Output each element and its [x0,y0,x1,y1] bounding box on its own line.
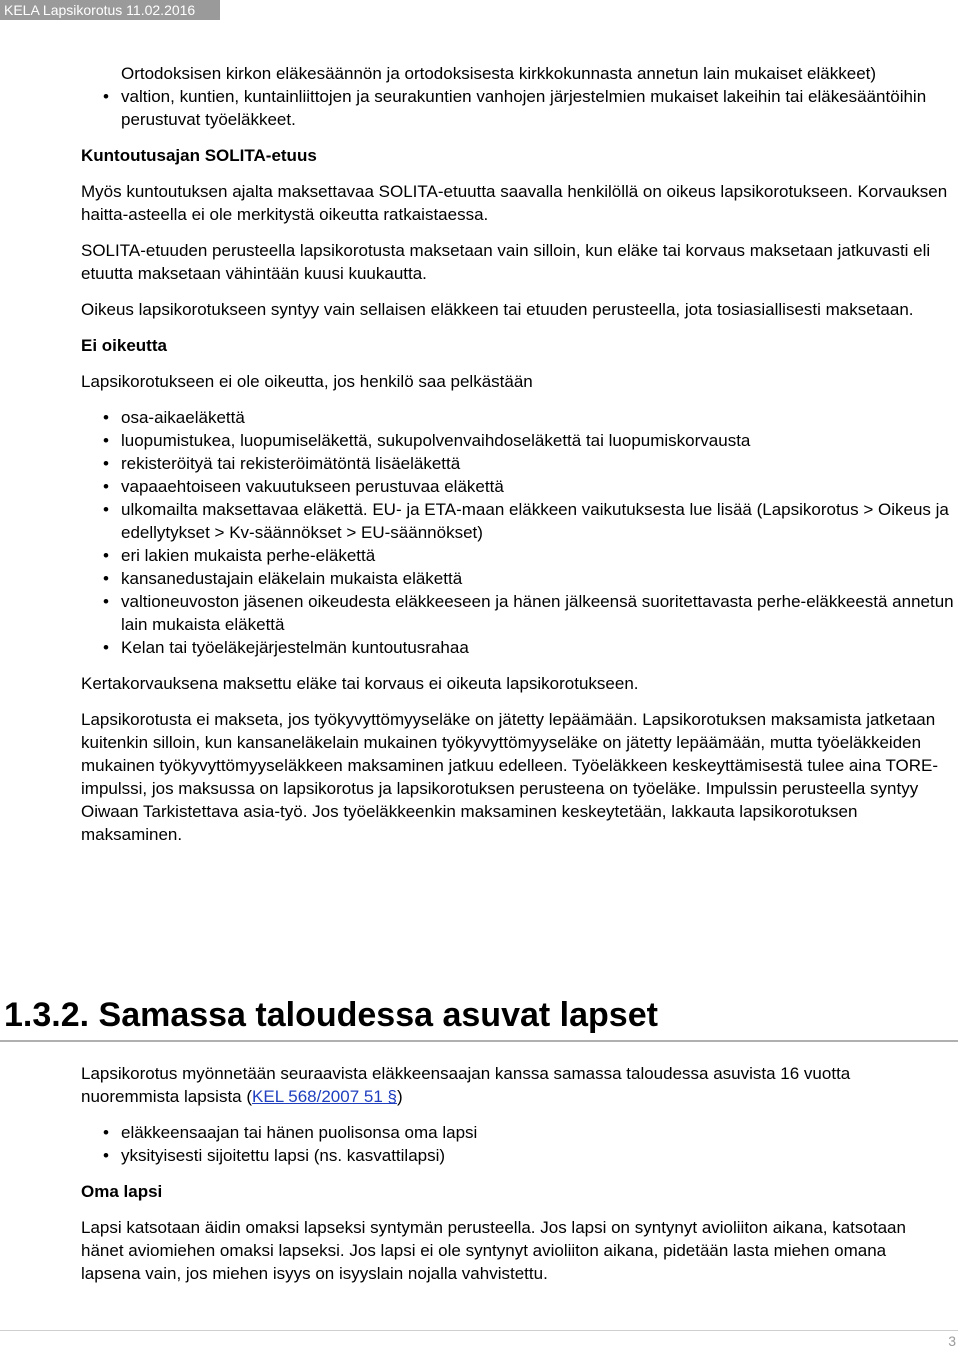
section-divider [0,1040,958,1042]
list-item: • valtion, kuntien, kuntainliittojen ja seurakuntien vanhojen järjestelmien mukaiset lakeihin tai eläkesääntöihin perustuvat työeläkkeet. [81,85,956,131]
list-item: Ortodoksisen kirkon eläkesäännön ja ortodoksisesta kirkkokunnasta annetun lain mukaiset eläkkeet) [121,64,877,83]
footer-divider [0,1330,958,1331]
paragraph: SOLITA-etuuden perusteella lapsikorotusta maksetaan vain silloin, kun eläke tai korvaus maksetaan jatkuvasti eli etuutta maksetaan vähintään kuusi kuukautta. [81,241,931,283]
paragraph-intro [81,1062,941,1108]
intro-text-end: ) [396,1087,403,1106]
paragraph-intro: Lapsikorotukseen ei ole oikeutta, jos henkilö saa pelkästään [81,372,533,391]
content-block-1 [81,62,956,859]
list-item: • osa-aikaeläkettä [81,406,956,429]
heading-oma-lapsi: Oma lapsi [81,1182,163,1201]
paragraph: Kertakorvauksena maksettu eläke tai korvaus ei oikeuta lapsikorotukseen. [81,674,639,693]
list-item: • kansanedustajain eläkelain mukaista eläkettä [81,567,956,590]
list-item: • eläkkeensaajan tai hänen puolisonsa oma lapsi [81,1121,941,1144]
list-item: • yksityisesti sijoitettu lapsi (ns. kasvattilapsi) [81,1144,941,1167]
paragraph: Myös kuntoutuksen ajalta maksettavaa SOLITA-etuutta saavalla henkilöllä on oikeus lapsikorotukseen. Korvauksen haitta-asteella ei ole merkitystä oikeutta ratkaistaessa. [81,182,948,224]
paragraph: Lapsikorotusta ei makseta, jos työkyvyttömyyseläke on jätetty lepäämään. Lapsikorotuksen maksamista jatketaan kuitenkin silloin, kun kansaneläkelain mukainen työkyvyttömyyseläke on jätetty lepäämään, mutta työeläkkeiden mukainen työkyvyttömyyseläkkeen maksaminen jatkuu edelleen. Työeläkkeen keskeyttämisestä tulee aina TORE-impulssi, jos maksussa on lapsikorotus ja lapsikorotuksen perusteena on työeläke. Impulssin perusteella syntyy Oiwaan Tarkistettava asia-työ. Jos työeläkkeenkin maksaminen keskeytetään, lakkauta lapsikorotuksen maksaminen. [81,710,939,844]
list-item: • ulkomailta maksettavaa eläkettä. EU- ja ETA-maan eläkkeen vaikutuksesta lue lisää (Lapsikorotus > Oikeus ja edellytykset > Kv-säännökset > EU-säännökset) [81,498,956,544]
content-block-2 [81,1062,941,1298]
list-item: • rekisteröityä tai rekisteröimätöntä lisäeläkettä [81,452,956,475]
section-title: 1.3.2. Samassa taloudessa asuvat lapset [4,996,658,1034]
list-item: • vapaaehtoiseen vakuutukseen perustuvaa eläkettä [81,475,956,498]
heading-ei-oikeutta: Ei oikeutta [81,336,167,355]
paragraph: Lapsi katsotaan äidin omaksi lapseksi syntymän perusteella. Jos lapsi on syntynyt avioliiton aikana, katsotaan hänet aviomiehen omaksi lapseksi. Jos lapsi ei ole syntynyt avioliiton aikana, pidetään lasta miehen omana lapsena vain, jos miehen isyys on isyyslain nojalla vahvistettu. [81,1218,906,1283]
heading-solita: Kuntoutusajan SOLITA-etuus [81,146,317,165]
list-item: • Kelan tai työeläkejärjestelmän kuntoutusrahaa [81,636,956,659]
list-item: • luopumistukea, luopumiseläkettä, sukupolvenvaihdoseläkettä tai luopumiskorvausta [81,429,956,452]
no-entitlement-list [81,406,956,659]
intro-text: Lapsikorotus myönnetään seuraavista eläkkeensaajan kanssa samassa taloudessa asuvista 16 vuotta nuoremmista lapsista ( [81,1064,851,1106]
children-list [81,1121,941,1167]
list-item: • valtioneuvoston jäsenen oikeudesta eläkkeeseen ja hänen jälkeensä suoritettavasta perhe-eläkkeestä annetun lain mukaista eläkettä [81,590,956,636]
pension-list-continued [81,62,956,131]
document-header: KELA Lapsikorotus 11.02.2016 [0,0,220,20]
list-item: • eri lakien mukaista perhe-eläkettä [81,544,956,567]
paragraph: Oikeus lapsikorotukseen syntyy vain sellaisen eläkkeen tai etuuden perusteella, jota tosiasiallisesti maksetaan. [81,300,914,319]
page-number: 3 [948,1333,956,1349]
law-reference-link[interactable]: KEL 568/2007 51 § [252,1087,397,1106]
